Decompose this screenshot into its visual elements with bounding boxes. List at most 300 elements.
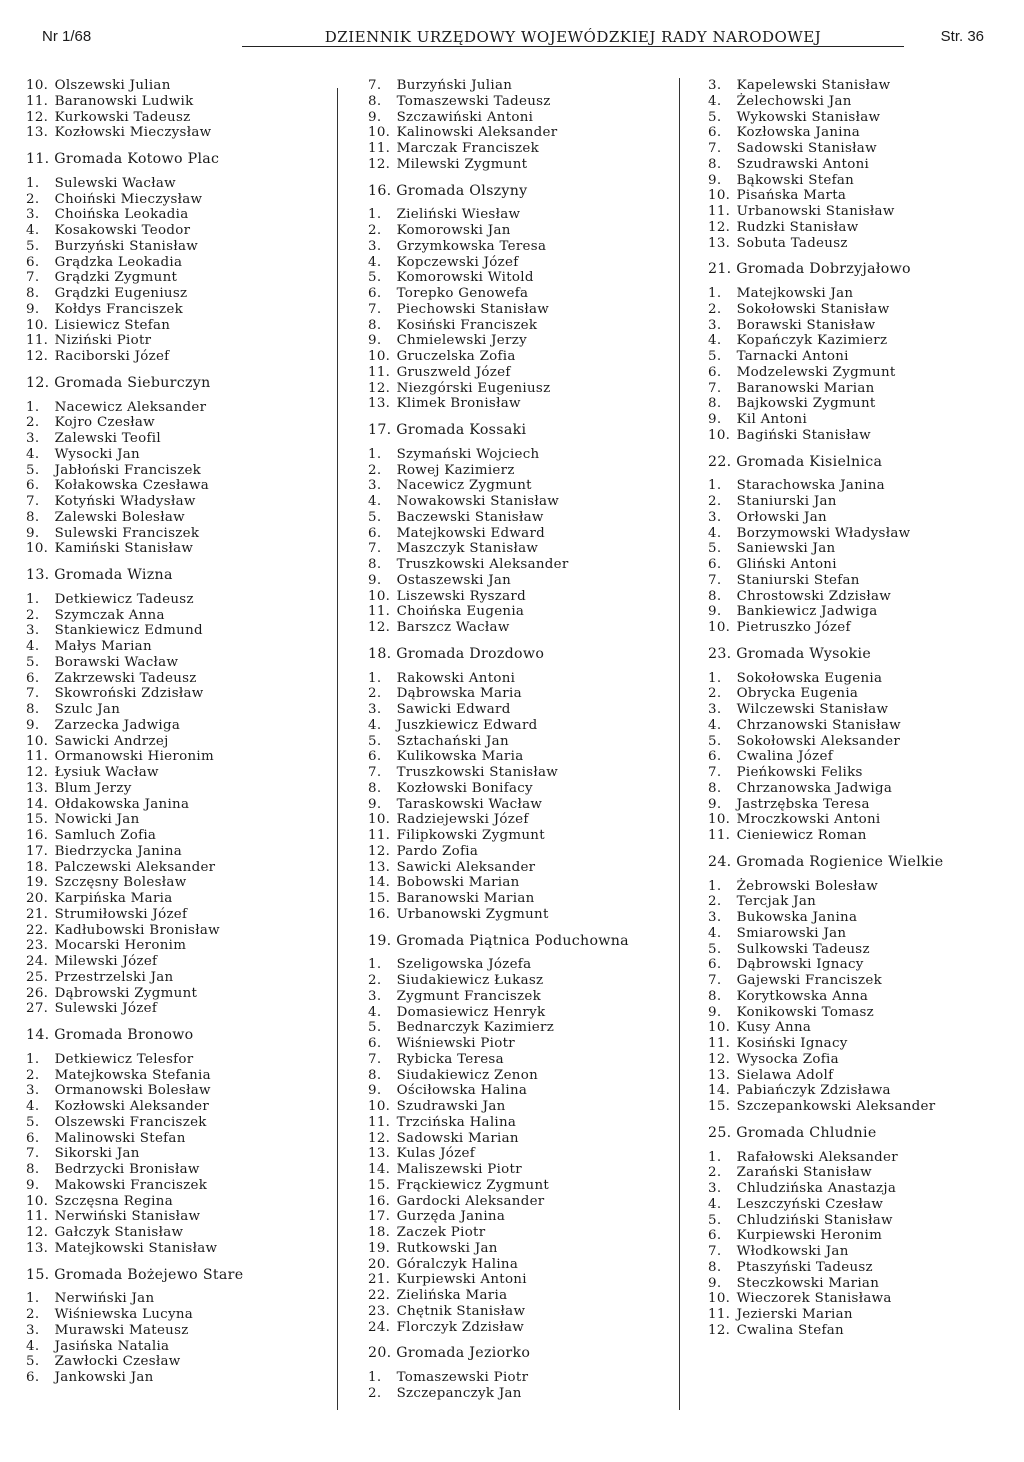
item-number: 23.	[26, 938, 49, 954]
person-name: Żelechowski Jan	[736, 93, 852, 109]
person-name: Skowroński Zdzisław	[54, 686, 204, 702]
list-item	[26, 1225, 326, 1241]
person-name: Kozłowski Bonifacy	[396, 780, 533, 796]
item-number: 6.	[368, 525, 382, 541]
list-item	[26, 333, 326, 349]
list-item	[26, 860, 326, 876]
section-title: Gromada Kotowo Plac	[54, 151, 220, 167]
list-item	[26, 875, 326, 891]
section-number: 25.	[708, 1124, 732, 1141]
list-item	[368, 1146, 668, 1162]
person-name: Florczyk Zdzisław	[396, 1319, 525, 1335]
person-name: Wiśniewski Piotr	[396, 1036, 515, 1051]
section-number: 20.	[368, 1345, 392, 1362]
person-name: Grądzki Eugeniusz	[54, 286, 188, 301]
column-3	[708, 78, 1008, 1339]
section-heading	[708, 647, 1008, 663]
item-number: 11.	[26, 93, 49, 109]
list-item	[708, 1323, 1008, 1339]
item-number: 6.	[368, 286, 382, 301]
list-item	[368, 765, 668, 781]
item-number: 6.	[26, 478, 40, 494]
list-item	[368, 239, 668, 255]
section-heading	[368, 423, 668, 439]
item-number: 2.	[26, 191, 40, 207]
person-name: Siudakiewicz Łukasz	[396, 973, 544, 988]
item-number: 13.	[26, 780, 49, 796]
person-name: Góralczyk Halina	[396, 1256, 519, 1272]
person-name: Milewski Józef	[54, 954, 158, 969]
item-number: 7.	[26, 1146, 40, 1162]
list-item	[708, 749, 1008, 765]
section-title: Gromada Jeziorko	[396, 1345, 531, 1362]
list-item	[708, 557, 1008, 573]
person-name: Klimek Bronisław	[396, 396, 521, 412]
item-number: 6.	[368, 749, 382, 765]
item-number: 11.	[368, 604, 391, 620]
list-item	[26, 1291, 326, 1307]
item-number: 8.	[368, 317, 382, 333]
item-number: 11.	[26, 333, 49, 349]
section-title: Gromada Kisielnica	[736, 453, 883, 470]
list-item	[26, 1178, 326, 1194]
person-name: Piechowski Stanisław	[396, 301, 550, 317]
person-name: Komorowski Jan	[396, 223, 511, 238]
person-name: Bagiński Stanisław	[736, 427, 871, 443]
person-name: Ostaszewski Jan	[396, 572, 512, 588]
list-item	[26, 1001, 326, 1017]
list-item	[708, 781, 1008, 797]
person-name: Choiński Mieczysław	[54, 191, 203, 207]
section-heading	[708, 855, 1008, 871]
list-item	[26, 686, 326, 702]
list-item	[26, 608, 326, 624]
list-item	[368, 1386, 668, 1402]
list-item	[368, 463, 668, 479]
list-item	[368, 526, 668, 542]
list-item	[708, 412, 1008, 428]
item-number: 14.	[368, 875, 391, 891]
item-number: 10.	[26, 1193, 49, 1209]
person-name: Urbanowski Stanisław	[736, 204, 895, 219]
item-number: 13.	[368, 859, 391, 875]
item-number: 12.	[368, 1130, 391, 1146]
person-name: Truszkowski Stanisław	[396, 765, 559, 780]
person-name: Sadowski Stanisław	[736, 141, 877, 156]
person-name: Zarzecka Jadwiga	[54, 717, 181, 733]
section-heading	[708, 1126, 1008, 1142]
item-number: 10.	[368, 588, 391, 604]
item-number: 10.	[368, 349, 391, 364]
person-name: Siudakiewicz Zenon	[396, 1067, 539, 1083]
person-name: Kozłowska Janina	[736, 125, 861, 141]
person-name: Kosiński Ignacy	[736, 1036, 848, 1051]
item-number: 6.	[708, 1228, 722, 1244]
person-name: Sadowski Marian	[396, 1130, 519, 1146]
item-number: 4.	[368, 494, 382, 509]
person-name: Gliński Antoni	[736, 557, 837, 572]
list-item	[708, 879, 1008, 895]
item-number: 2.	[368, 1385, 382, 1401]
person-name: Wykowski Stanisław	[736, 109, 881, 125]
section-title: Gromada Drozdowo	[396, 645, 545, 662]
person-name: Mocarski Heronim	[54, 938, 187, 954]
item-number: 7.	[708, 1244, 722, 1259]
item-number: 3.	[708, 78, 722, 93]
list-item	[26, 1131, 326, 1147]
list-item	[26, 1307, 326, 1323]
person-name: Nowakowski Stanisław	[396, 494, 560, 509]
list-item	[708, 1244, 1008, 1260]
person-name: Stankiewicz Edmund	[54, 623, 203, 639]
list-item	[368, 110, 668, 126]
item-number: 6.	[26, 1130, 40, 1146]
item-number: 10.	[26, 317, 49, 333]
item-number: 5.	[708, 541, 722, 557]
page-header	[42, 28, 984, 52]
person-name: Wiśniewska Lucyna	[54, 1307, 194, 1322]
item-number: 8.	[368, 93, 382, 109]
list-item	[708, 318, 1008, 334]
item-number: 3.	[26, 431, 40, 446]
item-number: 12.	[26, 109, 49, 125]
person-name: Choińska Leokadia	[54, 207, 189, 223]
list-item	[708, 1005, 1008, 1021]
item-number: 7.	[368, 541, 382, 557]
list-item	[368, 1020, 668, 1036]
person-name: Frąckiewicz Zygmunt	[396, 1177, 550, 1193]
person-name: Wilczewski Stanisław	[736, 702, 889, 717]
item-number: 10.	[368, 125, 391, 141]
list-item	[708, 926, 1008, 942]
list-item	[26, 447, 326, 463]
item-number: 15.	[368, 1177, 391, 1193]
section-number: 14.	[26, 1027, 50, 1043]
item-number: 2.	[26, 607, 40, 623]
item-number: 1.	[368, 670, 382, 686]
person-name: Ormanowski Bolesław	[54, 1083, 211, 1099]
list-item	[26, 78, 326, 94]
list-item	[26, 702, 326, 718]
section-title: Gromada Kossaki	[396, 422, 527, 438]
item-number: 4.	[708, 925, 722, 941]
person-name: Chludzińska Anastazja	[736, 1181, 897, 1196]
person-name: Cwalina Stefan	[736, 1322, 844, 1338]
person-name: Kopczewski Józef	[396, 254, 519, 270]
item-number: 11.	[368, 828, 391, 843]
person-name: Torepko Genowefa	[396, 286, 529, 301]
item-number: 10.	[26, 541, 49, 557]
item-number: 6.	[708, 125, 722, 141]
list-item	[26, 986, 326, 1002]
list-item	[708, 973, 1008, 989]
item-number: 1.	[708, 670, 722, 686]
item-number: 1.	[26, 1051, 40, 1067]
person-name: Kołdys Franciszek	[54, 301, 184, 317]
list-item	[708, 1150, 1008, 1166]
item-number: 5.	[26, 654, 40, 670]
list-item	[26, 844, 326, 860]
list-item	[26, 1339, 326, 1355]
person-name: Rakowski Antoni	[396, 670, 516, 686]
list-item	[368, 828, 668, 844]
list-item	[708, 478, 1008, 494]
list-item	[26, 749, 326, 765]
list-item	[26, 623, 326, 639]
person-name: Sulewski Franciszek	[54, 525, 200, 541]
person-name: Maliszewski Piotr	[396, 1162, 522, 1177]
list-item	[26, 718, 326, 734]
item-number: 22.	[368, 1288, 391, 1303]
column-divider	[337, 88, 338, 1410]
item-number: 6.	[708, 557, 722, 572]
person-name: Kozłowski Mieczysław	[54, 125, 212, 141]
item-number: 5.	[26, 238, 40, 254]
person-name: Truszkowski Aleksander	[396, 557, 569, 572]
person-name: Jasińska Natalia	[54, 1338, 170, 1354]
list-item	[368, 1241, 668, 1257]
list-item	[26, 781, 326, 797]
person-name: Sawicki Edward	[396, 702, 511, 717]
item-number: 12.	[368, 620, 391, 635]
list-item	[368, 875, 668, 891]
item-number: 22.	[26, 922, 49, 938]
person-name: Cieniewicz Roman	[736, 828, 867, 843]
list-item	[368, 1178, 668, 1194]
item-number: 1.	[368, 957, 382, 973]
item-number: 19.	[26, 875, 49, 891]
item-number: 9.	[26, 525, 40, 541]
list-item	[368, 157, 668, 173]
person-name: Kamiński Stanisław	[54, 541, 194, 557]
section-heading	[368, 1346, 668, 1362]
list-item	[708, 828, 1008, 844]
list-item	[708, 620, 1008, 636]
person-name: Jastrzębska Teresa	[736, 796, 870, 812]
person-name: Marczak Franciszek	[396, 141, 540, 156]
list-item	[26, 526, 326, 542]
person-name: Ptaszyński Tadeusz	[736, 1259, 873, 1275]
list-item	[368, 1225, 668, 1241]
item-number: 11.	[708, 1036, 731, 1051]
item-number: 1.	[26, 175, 40, 191]
item-number: 19.	[368, 1240, 391, 1256]
list-item	[368, 1036, 668, 1052]
list-item	[368, 1052, 668, 1068]
person-name: Matejkowski Edward	[396, 525, 546, 541]
item-number: 8.	[708, 588, 722, 604]
list-item	[26, 192, 326, 208]
person-name: Kozłowski Aleksander	[54, 1099, 210, 1114]
list-item	[368, 604, 668, 620]
person-name: Chmielewski Jerzy	[396, 333, 527, 349]
item-number: 5.	[368, 509, 382, 525]
person-name: Szczęsny Bolesław	[54, 875, 187, 891]
item-number: 16.	[368, 906, 391, 922]
list-item	[708, 526, 1008, 542]
list-item	[368, 1320, 668, 1336]
item-number: 2.	[708, 686, 722, 702]
section-number: 21.	[708, 261, 732, 278]
list-item	[368, 686, 668, 702]
item-number: 3.	[708, 317, 722, 333]
item-number: 10.	[708, 1020, 731, 1036]
list-item	[708, 333, 1008, 349]
item-number: 1.	[26, 399, 40, 415]
list-item	[708, 428, 1008, 444]
item-number: 12.	[708, 1322, 731, 1338]
item-number: 9.	[708, 412, 722, 427]
person-name: Szudrawski Jan	[396, 1099, 506, 1114]
person-name: Kulikowska Maria	[396, 749, 524, 765]
person-name: Malinowski Stefan	[54, 1130, 186, 1146]
person-name: Burzyński Julian	[396, 78, 513, 93]
item-number: 12.	[708, 1051, 731, 1067]
person-name: Bednarczyk Kazimierz	[396, 1020, 555, 1036]
person-name: Choińska Eugenia	[396, 604, 525, 620]
list-item	[708, 1099, 1008, 1115]
item-number: 9.	[368, 572, 382, 588]
person-name: Szudrawski Antoni	[736, 156, 870, 172]
person-name: Saniewski Jan	[736, 541, 836, 557]
list-item	[708, 204, 1008, 220]
person-name: Rudzki Stanisław	[736, 219, 859, 235]
person-name: Rutkowski Jan	[396, 1240, 498, 1256]
item-number: 6.	[368, 1036, 382, 1051]
item-number: 12.	[368, 843, 391, 859]
item-number: 6.	[26, 670, 40, 686]
item-number: 16.	[368, 1193, 391, 1209]
person-name: Bedrzycki Bronisław	[54, 1162, 200, 1177]
person-name: Chrzanowski Stanisław	[736, 717, 901, 733]
list-item	[368, 478, 668, 494]
item-number: 1.	[708, 878, 722, 894]
item-number: 1.	[708, 1149, 722, 1165]
item-number: 9.	[708, 796, 722, 812]
person-name: Cwalina Józef	[736, 749, 833, 765]
list-item	[26, 415, 326, 431]
person-name: Baczewski Stanisław	[396, 509, 544, 525]
list-item	[708, 989, 1008, 1005]
list-item	[708, 894, 1008, 910]
section-heading	[368, 647, 668, 663]
item-number: 13.	[708, 1067, 731, 1083]
person-name: Baranowski Marian	[396, 891, 535, 906]
list-item	[708, 1197, 1008, 1213]
item-number: 5.	[368, 1020, 382, 1036]
item-number: 17.	[368, 1209, 391, 1225]
section-number: 16.	[368, 182, 392, 199]
person-name: Ormanowski Hieronim	[54, 749, 214, 765]
person-name: Szczęsna Regina	[54, 1193, 173, 1209]
list-item	[26, 1146, 326, 1162]
item-number: 1.	[368, 207, 382, 223]
list-item	[708, 1213, 1008, 1229]
person-name: Detkiewicz Telesfor	[54, 1051, 194, 1067]
list-item	[26, 639, 326, 655]
list-item	[26, 1209, 326, 1225]
person-name: Sokołowski Aleksander	[736, 733, 901, 749]
item-number: 3.	[26, 1322, 40, 1338]
item-number: 10.	[708, 812, 731, 828]
list-item	[26, 954, 326, 970]
person-name: Kulas Józef	[396, 1146, 475, 1162]
list-item	[368, 1209, 668, 1225]
item-number: 8.	[368, 557, 382, 572]
person-name: Zielińska Maria	[396, 1288, 508, 1303]
person-name: Bankiewicz Jadwiga	[736, 604, 878, 620]
item-number: 13.	[368, 396, 391, 412]
list-item	[708, 671, 1008, 687]
person-name: Samluch Zofia	[54, 828, 157, 843]
list-item	[708, 718, 1008, 734]
list-item	[708, 157, 1008, 173]
person-name: Komorowski Witold	[396, 270, 534, 286]
item-number: 11.	[368, 364, 391, 380]
section-heading	[26, 376, 326, 392]
person-name: Nacewicz Aleksander	[54, 399, 207, 415]
item-number: 9.	[368, 1083, 382, 1099]
person-name: Staniurski Stefan	[736, 572, 860, 588]
item-number: 9.	[26, 1177, 40, 1193]
list-item	[708, 942, 1008, 958]
item-number: 12.	[368, 380, 391, 396]
person-name: Detkiewicz Tadeusz	[54, 591, 194, 607]
section-heading	[368, 934, 668, 950]
person-name: Tarnacki Antoni	[736, 349, 849, 364]
list-item	[368, 302, 668, 318]
item-number: 11.	[368, 141, 391, 156]
list-item	[26, 463, 326, 479]
person-name: Bukowska Janina	[736, 910, 858, 925]
list-item	[368, 671, 668, 687]
list-item	[368, 1099, 668, 1115]
section-heading	[708, 262, 1008, 278]
list-item	[708, 125, 1008, 141]
list-item	[26, 1083, 326, 1099]
person-name: Kopańczyk Kazimierz	[736, 333, 888, 349]
item-number: 7.	[368, 78, 382, 93]
list-item	[368, 1083, 668, 1099]
item-number: 2.	[368, 973, 382, 988]
list-item	[26, 176, 326, 192]
section-number: 11.	[26, 151, 50, 167]
item-number: 10.	[368, 812, 391, 828]
person-name: Szymański Wojciech	[396, 446, 540, 462]
person-name: Małys Marian	[54, 639, 152, 654]
list-item	[26, 1354, 326, 1370]
person-name: Kurpiewski Heronim	[736, 1228, 883, 1244]
person-name: Kurpiewski Antoni	[396, 1272, 527, 1288]
item-number: 4.	[368, 254, 382, 270]
list-item	[368, 494, 668, 510]
list-item	[368, 1005, 668, 1021]
item-number: 8.	[708, 988, 722, 1004]
list-item	[26, 223, 326, 239]
list-item	[708, 286, 1008, 302]
list-item	[708, 797, 1008, 813]
list-item	[708, 494, 1008, 510]
list-item	[26, 1241, 326, 1257]
person-name: Olszewski Franciszek	[54, 1114, 207, 1130]
list-item	[26, 1323, 326, 1339]
list-item	[708, 812, 1008, 828]
list-item	[26, 431, 326, 447]
person-name: Niziński Piotr	[54, 333, 152, 349]
item-number: 11.	[26, 749, 49, 765]
item-number: 8.	[26, 509, 40, 525]
list-item	[708, 94, 1008, 110]
